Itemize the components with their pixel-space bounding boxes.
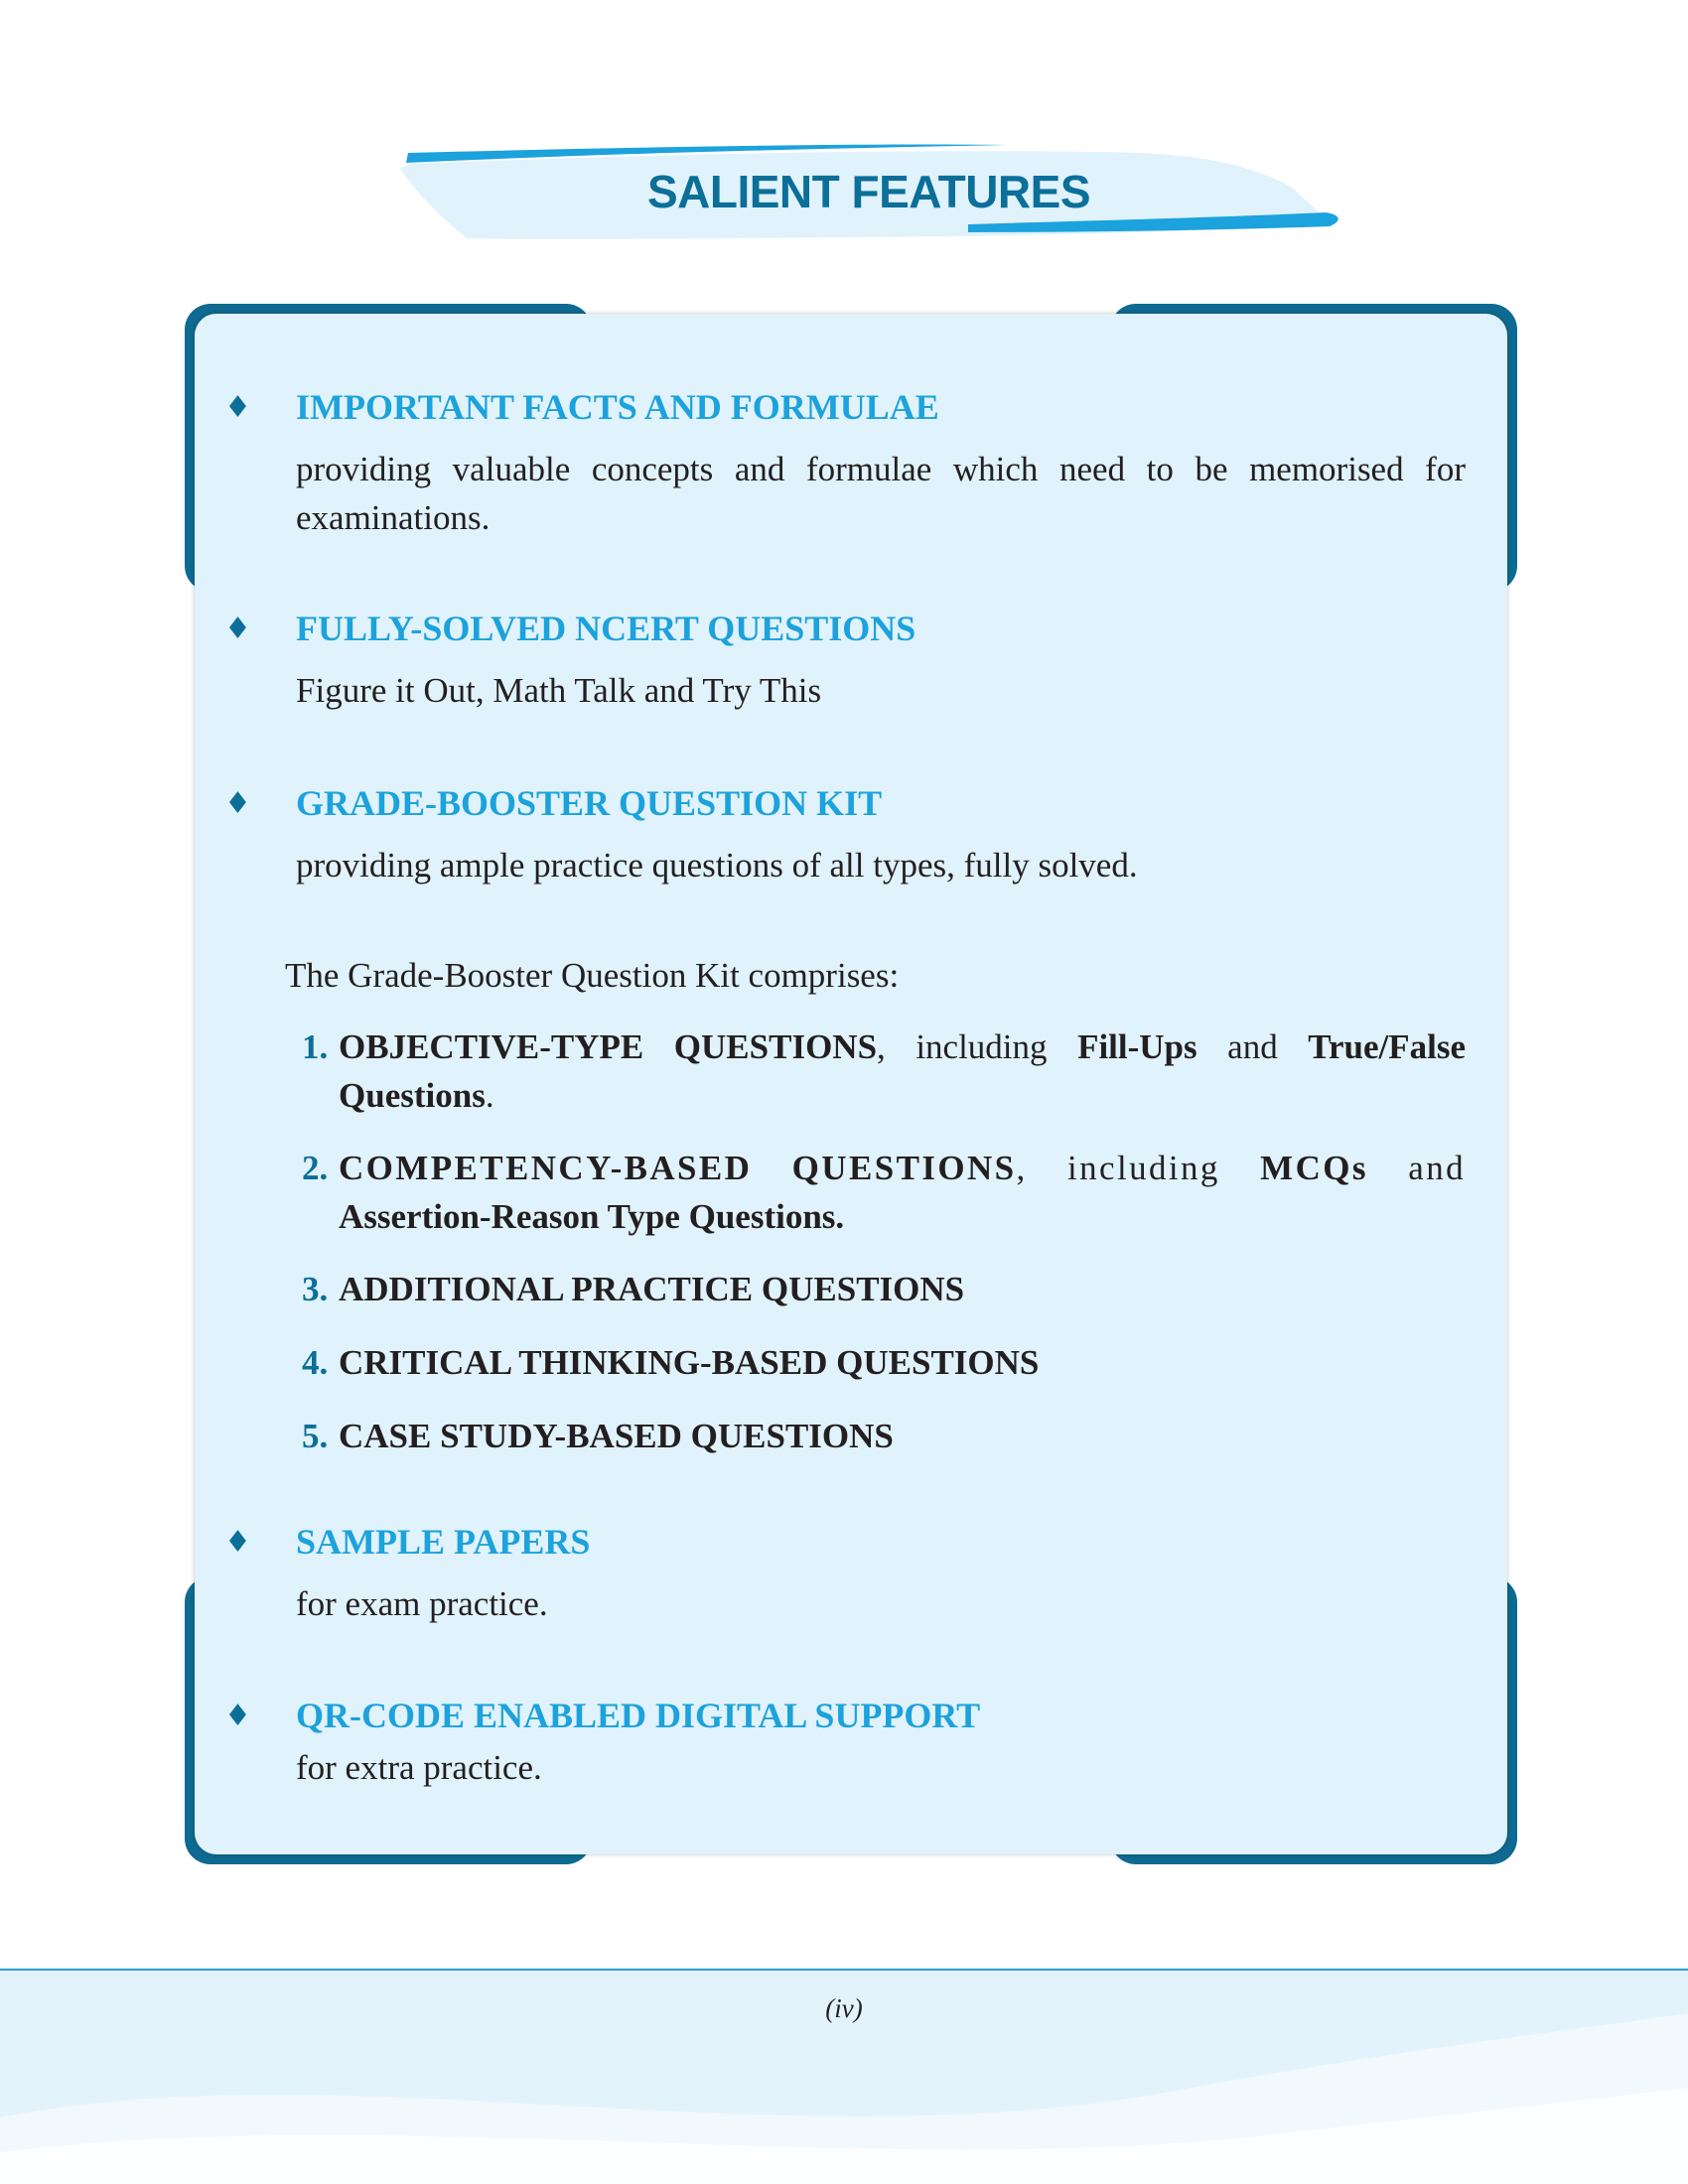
kit-item-number: 4. [302,1343,329,1382]
title-banner [392,139,1345,243]
kit-item-connector: , including [877,1027,1078,1066]
feature-heading: FULLY-SOLVED NCERT QUESTIONS [296,609,916,648]
kit-item-number: 5. [302,1417,329,1455]
kit-item-text [339,1023,1466,1120]
diamond-icon: ♦ [224,612,251,646]
feature-heading: QR-CODE ENABLED DIGITAL SUPPORT [296,1696,981,1735]
kit-item-title: ADDITIONAL PRACTICE QUESTIONS [339,1270,965,1308]
kit-item-number: 1. [302,1027,329,1066]
diamond-icon: ♦ [224,1699,251,1733]
feature-description: providing ample practice questions of all types, fully solved. [296,846,1138,885]
page-number: (iv) [825,1993,863,2023]
kit-item-highlight: MCQs [1260,1149,1368,1187]
kit-item-text [339,1144,1466,1241]
kit-item-number: 3. [302,1270,329,1308]
kit-item-highlight: True/False Questions [339,1027,1466,1115]
feature-description: Figure it Out, Math Talk and Try This [296,671,822,710]
page-title: SALIENT FEATURES [646,166,1091,217]
feature-description: providing valuable concepts and formulae which need to be memorised for examinations. [296,450,1466,537]
kit-item-connector: and [1196,1027,1309,1066]
kit-item-connector: and [1367,1149,1466,1187]
kit-item-title: CASE STUDY-BASED QUESTIONS [339,1417,894,1455]
kit-item-title: CRITICAL THINKING-BASED QUESTIONS [339,1343,1040,1382]
kit-item-end: . [485,1076,494,1115]
features-box [195,314,1507,1854]
kit-item-number: 2. [302,1149,329,1187]
kit-item-title: COMPETENCY-BASED QUESTIONS [339,1149,1017,1187]
kit-item-highlight: Assertion-Reason Type Questions. [339,1197,845,1236]
feature-description: for exam practice. [296,1584,548,1623]
footer-divider [0,1969,1688,1971]
diamond-icon: ♦ [224,1525,251,1560]
feature-heading: GRADE-BOOSTER QUESTION KIT [296,783,883,823]
feature-heading: IMPORTANT FACTS AND FORMULAE [296,387,939,427]
kit-item-title: OBJECTIVE-TYPE QUESTIONS [339,1027,878,1066]
kit-intro: The Grade-Booster Question Kit comprises: [285,956,900,995]
diamond-icon: ♦ [224,390,251,425]
feature-description: for extra practice. [296,1748,542,1787]
kit-item-connector: , including [1016,1149,1261,1187]
diamond-icon: ♦ [224,786,251,821]
feature-heading: SAMPLE PAPERS [296,1522,591,1562]
kit-item-highlight: Fill-Ups [1077,1027,1197,1066]
